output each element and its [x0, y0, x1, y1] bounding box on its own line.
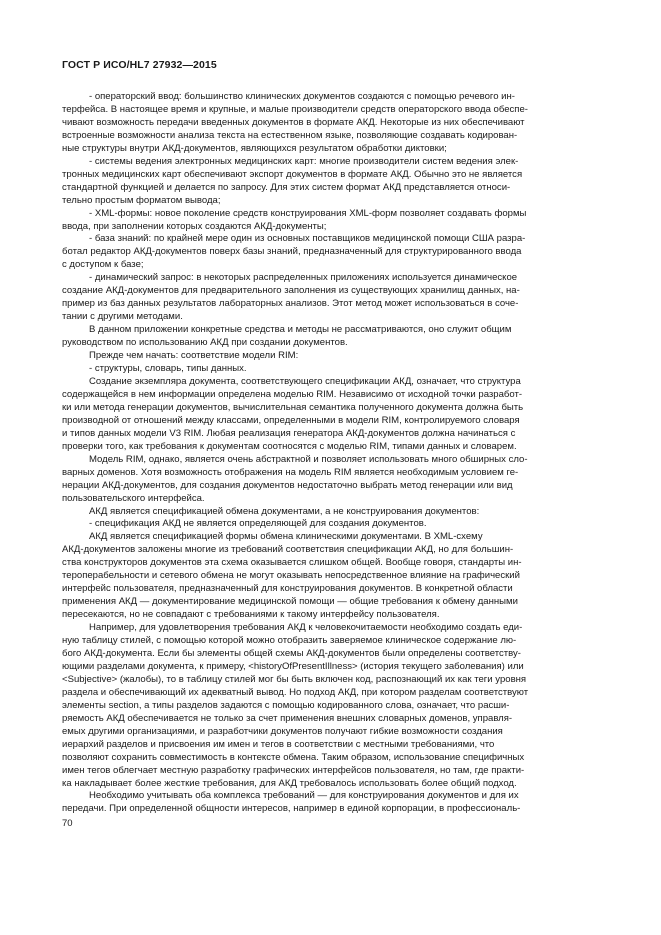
paragraph: - структуры, словарь, типы данных.: [89, 363, 247, 375]
paragraph: Модель RIM, однако, является очень абстрактной и позволяет использовать много обширных сло- варных доменов. Хотя возможность отображения на модель RIM является необходимым условием ге- нерации АКД-документов, для создания документов недостаточно выбрать метод генерации или вид пользовательского интерфейса.: [62, 453, 528, 504]
paragraph: - динамический запрос: в некоторых распределенных приложениях используется динамическое создание АКД-документов для предварительного заполнения из существующих хранилищ данных, на- пример из баз данных результатов лабораторных анализов. Этот метод может использоваться в соче- тании с другими методами.: [62, 272, 520, 323]
paragraph: АКД является спецификацией обмена документами, а не конструирования документов:: [89, 505, 480, 517]
paragraph: Например, для удовлетворения требования АКД к человекочитаемости необходимо создать еди- ную таблицу стилей, с помощью которой можно отобразить заверяемое клиническое содержание лю- бого АКД-документа. Если бы элементы общей схемы АКД-документов были определены соответству- ющими разделами документа, к примеру, <historyOfPresentIllness> (история текущего заболевания) или <Subjective> (жалобы), то в таблицу стилей мог бы быть включен код, распознающий их как теги уровня раздела и обеспечивающий их адекватный вывод. Но подход АКД, при котором разделам соответствуют элементы section, а типы разделов задаются с помощью кодированного слова, означает, что расши- ряемость АКД обеспечивается не только за счет применения внешних словарных доменов, управля- емых другими организациями, и разработчики документов получают гибкие возможности создания иерархий разделов и присвоения им имен и тегов в соответствии с местными требованиями, что позволяют сохранить совместимость в контексте обмена. Таким образом, использование специфичных имен тегов облегчает местную разработку графических интерфейсов пользователя, но там, где практи- ка накладывает более жесткие требования, для АКД требовалось использовать более общий подход.: [62, 622, 529, 789]
paragraph: - системы ведения электронных медицинских карт: многие производители систем ведения элек- тронных медицинских карт обеспечивают экспорт документов в формате АКД. Обычно это не является стандартной функцией и делается по запросу. Для этих систем формат АКД представляется относи- тельно простым форматом вывода;: [62, 155, 523, 206]
paragraph: АКД является спецификацией формы обмена клиническими документами. В XML-схему АКД-документов заложены многие из требований соответствия спецификации АКД, но для большин- ства конструкторов документов эта схема оказывается слишком общей. Вообще говоря, стандарты ин- тероперабельности и сетевого обмена не могут оказывать непосредственное влияние на графический интерфейс пользователя, предназначенный для конструирования документов. В конкретной области применения АКД — документирование медицинской помощи — общие требования к обмену данными пересекаются, но не совпадают с требованиями к такому интерфейсу пользователя.: [62, 531, 522, 621]
paragraph: - XML-формы: новое поколение средств конструирования XML-форм позволяет создавать формы ввода, при заполнении которых создаются АКД-документы;: [62, 207, 527, 232]
paragraph: В данном приложении конкретные средства и методы не рассматриваются, оно служит общим руководством по использованию АКД при создании документов.: [62, 324, 512, 349]
page-header-title: ГОСТ Р ИСО/HL7 27932—2015: [62, 59, 217, 71]
paragraph: - спецификация АКД не является определяющей для создания документов.: [89, 518, 427, 530]
paragraph: - операторский ввод: большинство клинических документов создаются с помощью речевого ин- терфейса. В настоящее время и крупные, и малые производители средств операторского ввода обеспе- чивают возможность передачи введенных документов в формате АКД. Некоторые из них обеспечивают встроенные возможности анализа текста на естественном языке, позволяющие создавать кодирован- ные структуры внутри АКД-документов, являющихся результатом обработки диктовки;: [62, 91, 528, 154]
document-body: [62, 91, 610, 816]
paragraph: Создание экземпляра документа, соответствующего спецификации АКД, означает, что структура содержащейся в нем информации определена моделью RIM. Независимо от исходной точки разработ- ки или метода генерации документов, вычислительная семантика полученного документа должна быть производной от отношений между классами, определенными в модели RIM, контролируемого словаря и типов данных модели V3 RIM. Любая реализация генератора АКД-документов должна начинаться с проверки того, как требования к документам соотносятся с моделью RIM, типами данных и словарем.: [62, 375, 524, 452]
paragraph: Прежде чем начать: соответствие модели RIM:: [89, 350, 299, 362]
paragraph: Необходимо учитывать оба комплекса требований — для конструирования документов и для их передачи. При определенной общности интересов, например в единой корпорации, в профессиональ-: [62, 790, 521, 815]
page-number: 70: [62, 818, 73, 829]
paragraph: - база знаний: по крайней мере один из основных поставщиков медицинской помощи США разра- ботал редактор АКД-документов поверх базы знаний, предназначенный для структурированного ввода с доступом к базе;: [62, 233, 526, 271]
